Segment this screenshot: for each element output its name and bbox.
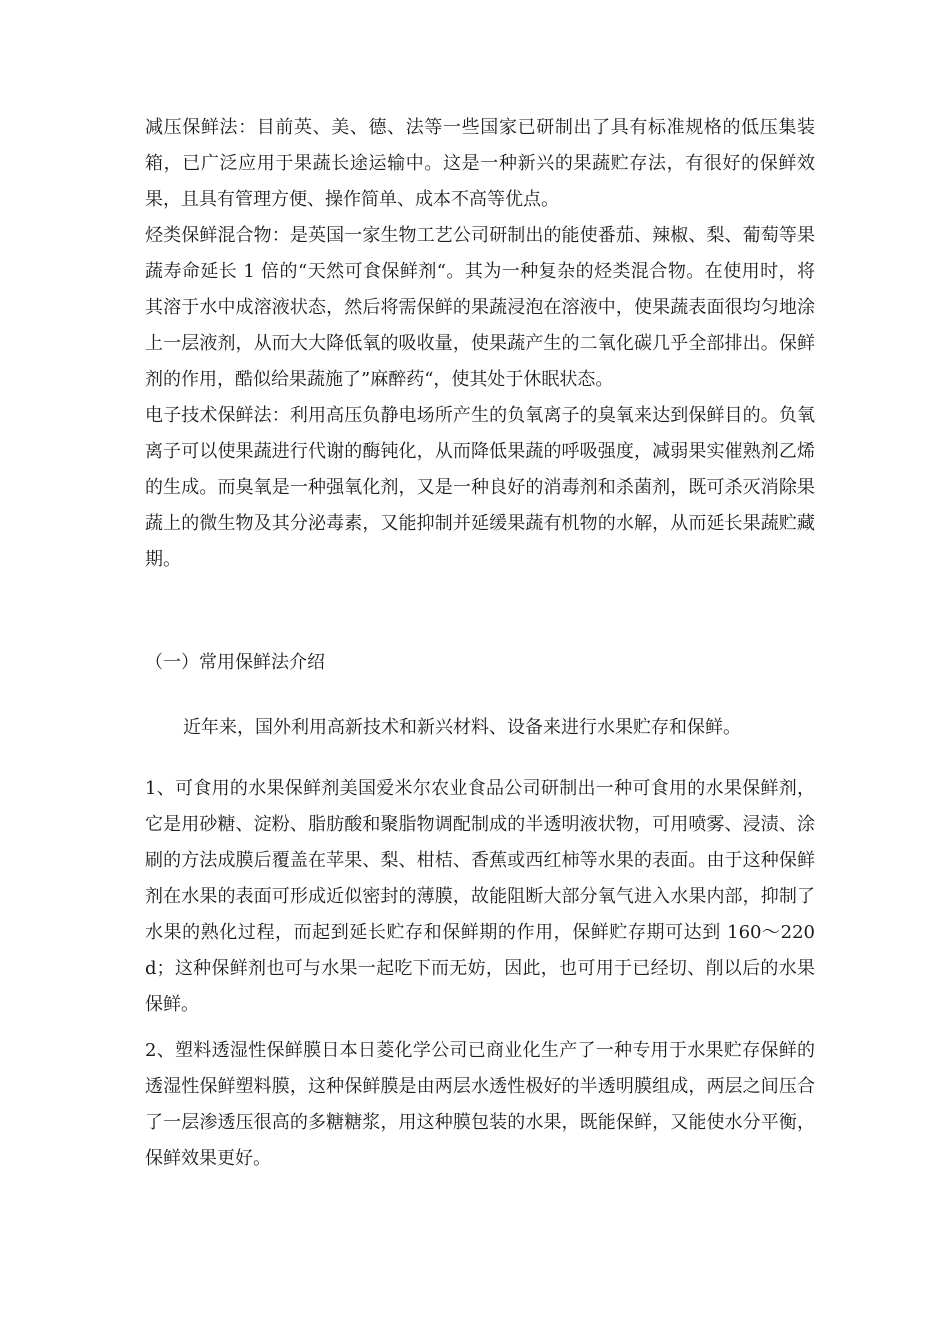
- section-intro-paragraph: 近年来，国外利用高新技术和新兴材料、设备来进行水果贮存和保鲜。: [183, 717, 741, 738]
- list-item-permeable-film: 2、塑料透湿性保鲜膜日本日菱化学公司已商业化生产了一种专用于水果贮存保鲜的透湿性保鲜塑料膜，这种保鲜膜是由两层水透性极好的半透明膜组成，两层之间压合了一层渗透压很高的多糖糖浆，用这种膜包装的水果，既能保鲜，又能使水分平衡，保鲜效果更好。: [145, 1040, 815, 1169]
- list-item-edible-preservative: 1、可食用的水果保鲜剂美国爱米尔农业食品公司研制出一种可食用的水果保鲜剂，它是用砂糖、淀粉、脂肪酸和聚脂物调配制成的半透明液状物，可用喷雾、浸渍、涂刷的方法成膜后覆盖在苹果、梨、柑桔、香蕉或西红柿等水果的表面。由于这种保鲜剂在水果的表面可形成近似密封的薄膜，故能阻断大部分氧气进入水果内部，抑制了水果的熟化过程，而起到延长贮存和保鲜期的作用，保鲜贮存期可达到 160～220d；这种保鲜剂也可与水果一起吃下而无妨，因此，也可用于已经切、削以后的水果保鲜。: [145, 778, 815, 1015]
- paragraph-hydrocarbon-mixture: 烃类保鲜混合物：是英国一家生物工艺公司研制出的能使番茄、辣椒、梨、葡萄等果蔬寿命延长 1 倍的“天然可食保鲜剂“。其为一种复杂的烃类混合物。在使用时，将其溶于水中成溶液状态，然后将需保鲜的果蔬浸泡在溶液中，使果蔬表面很均匀地涂上一层液剂，从而大大降低氧的吸收量，使果蔬产生的二氧化碳几乎全部排出。保鲜剂的作用，酷似给果蔬施了”麻醉药“，使其处于休眠状态。: [145, 225, 815, 390]
- paragraph-vacuum-preservation: 减压保鲜法：目前英、美、德、法等一些国家已研制出了具有标准规格的低压集装箱，已广泛应用于果蔬长途运输中。这是一种新兴的果蔬贮存法，有很好的保鲜效果，且具有管理方便、操作简单、成本不高等优点。: [145, 117, 815, 210]
- paragraph-electronic-preservation: 电子技术保鲜法：利用高压负静电场所产生的负氧离子的臭氧来达到保鲜目的。负氧离子可以使果蔬进行代谢的酶钝化，从而降低果蔬的呼吸强度，减弱果实催熟剂乙烯的生成。而臭氧是一种强氧化剂，又是一种良好的消毒剂和杀菌剂，既可杀灭消除果蔬上的微生物及其分泌毒素，又能抑制并延缓果蔬有机物的水解，从而延长果蔬贮藏期。: [145, 405, 815, 570]
- section-heading: （一）常用保鲜法介绍: [145, 652, 325, 673]
- intro-methods-block: [145, 110, 815, 578]
